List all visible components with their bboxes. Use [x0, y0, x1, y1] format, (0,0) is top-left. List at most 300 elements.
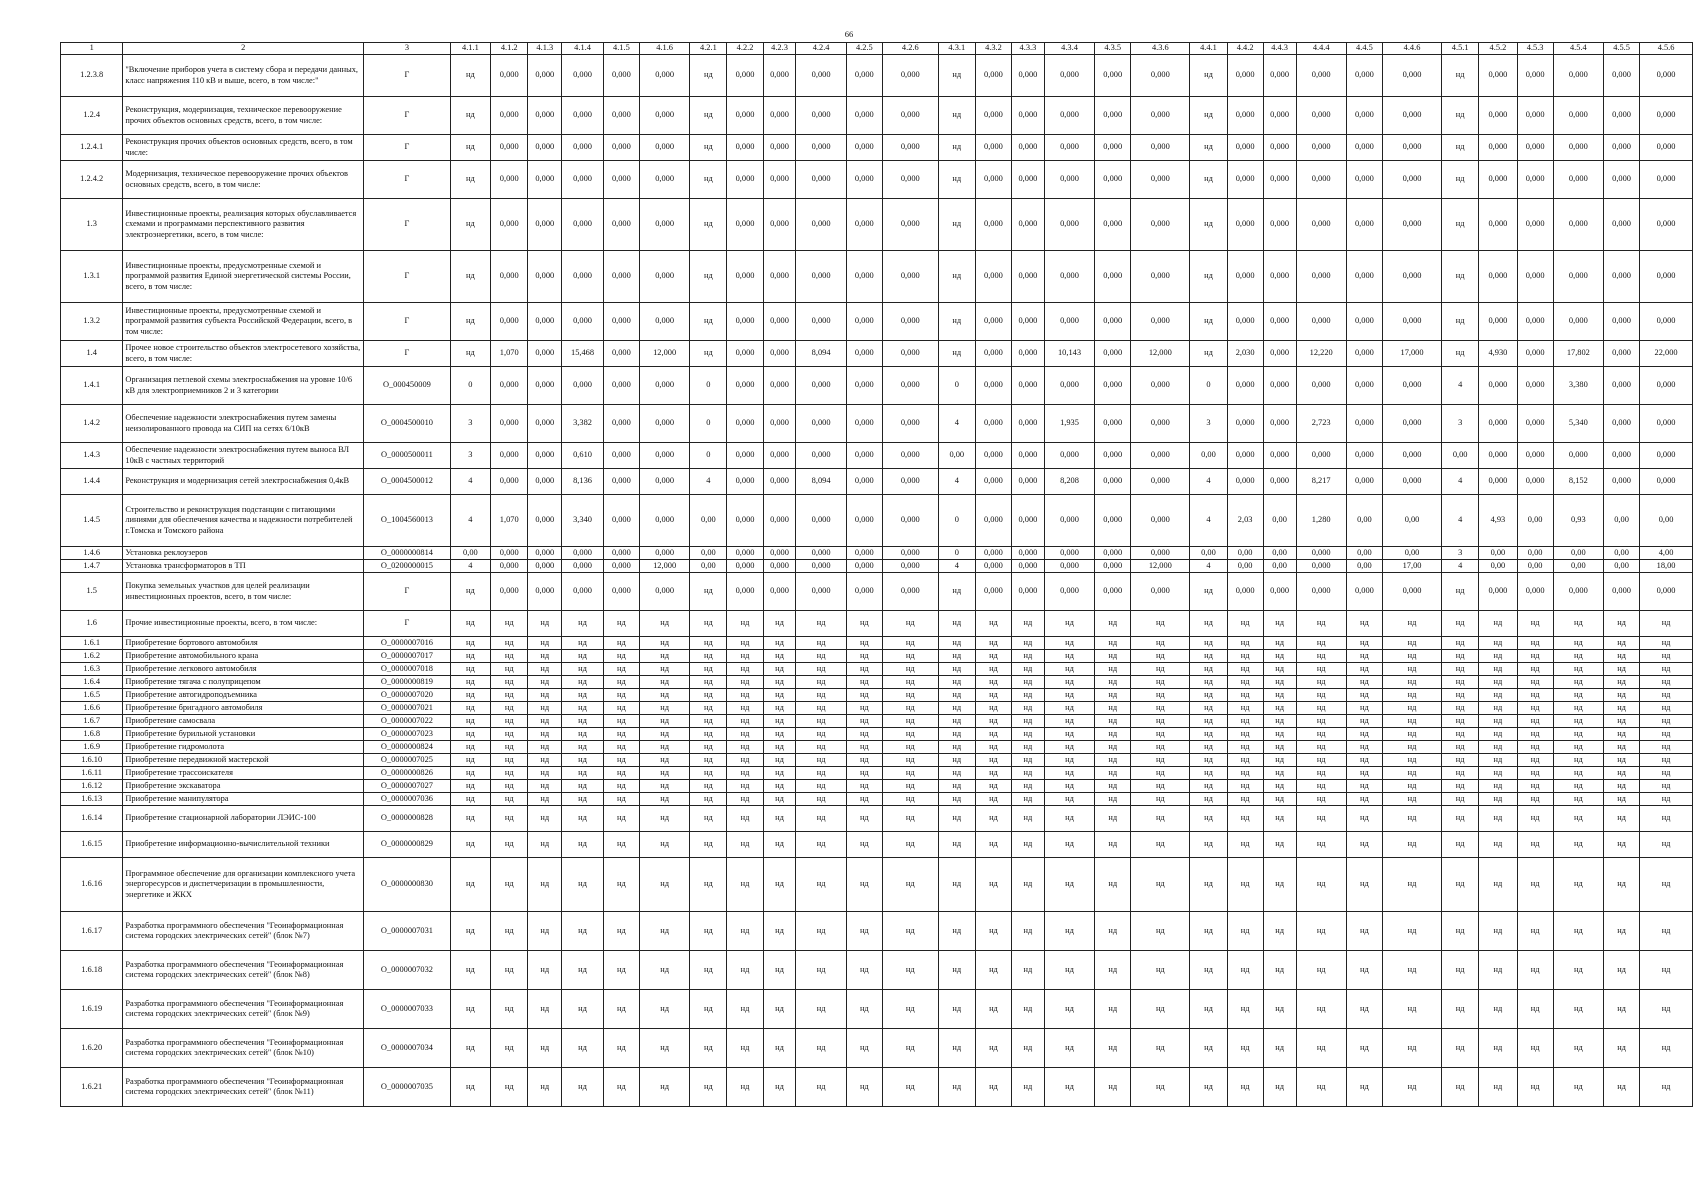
value-cell: 0,000 — [1640, 303, 1693, 341]
value-cell: 0,000 — [491, 135, 528, 161]
value-cell: 0,000 — [763, 97, 796, 135]
value-cell: нд — [1044, 1029, 1094, 1068]
value-cell: нд — [639, 780, 689, 793]
value-cell: нд — [639, 637, 689, 650]
table-row — [61, 689, 1693, 702]
value-cell: нд — [763, 990, 796, 1029]
value-cell: нд — [727, 754, 763, 767]
value-cell: нд — [1012, 676, 1045, 689]
value-cell: нд — [938, 832, 975, 858]
row-number-cell: 1.6.10 — [61, 754, 123, 767]
value-cell: нд — [1296, 754, 1346, 767]
value-cell: 0,00 — [1346, 547, 1382, 560]
value-cell: нд — [1640, 832, 1693, 858]
value-cell: 0 — [938, 547, 975, 560]
value-cell: нд — [796, 702, 846, 715]
value-cell: 0,000 — [562, 367, 604, 405]
value-cell: 0,000 — [1640, 251, 1693, 303]
value-cell: 0,000 — [1296, 443, 1346, 469]
value-cell: нд — [1263, 637, 1296, 650]
value-cell: 0,000 — [1479, 303, 1517, 341]
value-cell: нд — [1190, 1029, 1227, 1068]
table-row — [61, 199, 1693, 251]
value-cell: нд — [1382, 951, 1441, 990]
value-cell: нд — [938, 780, 975, 793]
header-cell: 4.1.2 — [491, 43, 528, 55]
header-cell: 4.3.2 — [975, 43, 1011, 55]
project-name-cell: Приобретение гидромолота — [123, 741, 364, 754]
value-cell: 4 — [1190, 560, 1227, 573]
value-cell: 0,000 — [1382, 405, 1441, 443]
value-cell: нд — [1604, 754, 1640, 767]
value-cell: нд — [562, 676, 604, 689]
value-cell: нд — [1553, 637, 1603, 650]
project-name-cell: Обеспечение надежности электроснабжения путем выноса ВЛ 10кВ с частных территорий — [123, 443, 364, 469]
value-cell: 0,000 — [796, 135, 846, 161]
project-name-cell: Строительство и реконструкция подстанции с питающими линиями для обеспечения качества и надежности потребителей г.Томска и Томского района — [123, 495, 364, 547]
value-cell: 0,000 — [1553, 199, 1603, 251]
value-cell: нд — [1190, 858, 1227, 912]
value-cell: нд — [1012, 637, 1045, 650]
value-cell: нд — [1640, 780, 1693, 793]
value-cell: 0,000 — [603, 97, 639, 135]
value-cell: 0,000 — [1382, 443, 1441, 469]
value-cell: нд — [882, 858, 938, 912]
value-cell: нд — [603, 912, 639, 951]
value-cell: нд — [1095, 689, 1131, 702]
value-cell: 0,000 — [1095, 495, 1131, 547]
value-cell: 0,000 — [763, 199, 796, 251]
value-cell: нд — [763, 858, 796, 912]
value-cell: 0,000 — [639, 469, 689, 495]
value-cell: нд — [1296, 676, 1346, 689]
value-cell: нд — [562, 611, 604, 637]
value-cell: 0,000 — [1382, 573, 1441, 611]
value-cell: нд — [450, 780, 490, 793]
value-cell: 0,000 — [1296, 573, 1346, 611]
value-cell: 0,000 — [1517, 199, 1553, 251]
value-cell: нд — [1012, 767, 1045, 780]
value-cell: 0,000 — [1227, 135, 1263, 161]
value-cell: нд — [1227, 663, 1263, 676]
value-cell: нд — [727, 858, 763, 912]
value-cell: нд — [1553, 611, 1603, 637]
project-id-cell: О_0000000824 — [364, 741, 450, 754]
value-cell: 0,000 — [1044, 443, 1094, 469]
value-cell: 0,000 — [1346, 161, 1382, 199]
value-cell: 0,000 — [1227, 199, 1263, 251]
value-cell: 0,000 — [1640, 367, 1693, 405]
value-cell: 0,000 — [562, 547, 604, 560]
value-cell: нд — [491, 689, 528, 702]
value-cell: 0,000 — [1346, 135, 1382, 161]
value-cell: 4,00 — [1640, 547, 1693, 560]
value-cell: нд — [1190, 806, 1227, 832]
value-cell: нд — [975, 951, 1011, 990]
value-cell: нд — [690, 715, 727, 728]
row-number-cell: 1.6.1 — [61, 637, 123, 650]
value-cell: нд — [603, 806, 639, 832]
value-cell: 0,000 — [1553, 573, 1603, 611]
value-cell: нд — [528, 702, 562, 715]
value-cell: 0,000 — [1131, 97, 1190, 135]
value-cell: 0,000 — [1479, 55, 1517, 97]
value-cell: нд — [846, 663, 882, 676]
value-cell: нд — [690, 97, 727, 135]
value-cell: нд — [1131, 689, 1190, 702]
value-cell: нд — [1479, 741, 1517, 754]
value-cell: нд — [1553, 951, 1603, 990]
project-name-cell: Инвестиционные проекты, реализация которых обуславливается схемами и программами перспективного развития электроэнергетики, всего, в том числе: — [123, 199, 364, 251]
project-id-cell: О_0000007025 — [364, 754, 450, 767]
value-cell: 0,000 — [1517, 469, 1553, 495]
value-cell: нд — [1131, 702, 1190, 715]
value-cell: нд — [1479, 689, 1517, 702]
value-cell: нд — [975, 1029, 1011, 1068]
value-cell: нд — [639, 650, 689, 663]
value-cell: 0,000 — [763, 469, 796, 495]
value-cell: нд — [1095, 990, 1131, 1029]
value-cell: 0,000 — [528, 97, 562, 135]
value-cell: нд — [975, 611, 1011, 637]
value-cell: 0,000 — [1044, 547, 1094, 560]
value-cell: нд — [1012, 702, 1045, 715]
value-cell: нд — [1346, 1068, 1382, 1107]
value-cell: 0,000 — [796, 161, 846, 199]
value-cell: 0,000 — [639, 303, 689, 341]
value-cell: 0,000 — [1044, 199, 1094, 251]
value-cell: нд — [1190, 341, 1227, 367]
value-cell: 1,070 — [491, 341, 528, 367]
value-cell: нд — [1479, 806, 1517, 832]
value-cell: 0,000 — [1517, 341, 1553, 367]
table-row — [61, 990, 1693, 1029]
project-id-cell: О_0000007023 — [364, 728, 450, 741]
value-cell: нд — [938, 767, 975, 780]
value-cell: 0,000 — [846, 97, 882, 135]
value-cell: 0,000 — [1517, 161, 1553, 199]
value-cell: 0,000 — [796, 97, 846, 135]
value-cell: нд — [1296, 832, 1346, 858]
value-cell: 0,000 — [639, 55, 689, 97]
project-name-cell: Приобретение экскаватора — [123, 780, 364, 793]
value-cell: 0,00 — [1227, 560, 1263, 573]
header-cell: 4.4.4 — [1296, 43, 1346, 55]
value-cell: нд — [1346, 990, 1382, 1029]
value-cell: 0,000 — [1263, 251, 1296, 303]
value-cell: 0,000 — [562, 199, 604, 251]
value-cell: нд — [727, 702, 763, 715]
value-cell: нд — [1442, 251, 1479, 303]
project-id-cell: О_0000007031 — [364, 912, 450, 951]
value-cell: 0,000 — [1553, 443, 1603, 469]
value-cell: 0,000 — [1382, 55, 1441, 97]
value-cell: 0,000 — [796, 303, 846, 341]
value-cell: 17,802 — [1553, 341, 1603, 367]
value-cell: нд — [1296, 741, 1346, 754]
project-id-cell: Г — [364, 97, 450, 135]
row-number-cell: 1.2.4.2 — [61, 161, 123, 199]
value-cell: 3 — [450, 405, 490, 443]
value-cell: нд — [690, 611, 727, 637]
value-cell: нд — [763, 912, 796, 951]
value-cell: 0,000 — [1044, 97, 1094, 135]
value-cell: 0,000 — [1604, 573, 1640, 611]
value-cell: нд — [846, 1029, 882, 1068]
value-cell: нд — [763, 741, 796, 754]
value-cell: нд — [1044, 806, 1094, 832]
value-cell: 1,935 — [1044, 405, 1094, 443]
value-cell: 0,000 — [882, 495, 938, 547]
value-cell: 0,000 — [1296, 547, 1346, 560]
value-cell: 0,000 — [562, 97, 604, 135]
value-cell: нд — [491, 650, 528, 663]
value-cell: нд — [690, 341, 727, 367]
value-cell: нд — [1131, 676, 1190, 689]
value-cell: нд — [938, 741, 975, 754]
value-cell: 0,000 — [1012, 135, 1045, 161]
value-cell: 0,000 — [639, 547, 689, 560]
value-cell: нд — [1227, 715, 1263, 728]
value-cell: нд — [1382, 780, 1441, 793]
value-cell: нд — [1553, 858, 1603, 912]
value-cell: нд — [727, 832, 763, 858]
value-cell: нд — [562, 858, 604, 912]
value-cell: 0,000 — [975, 303, 1011, 341]
value-cell: нд — [491, 754, 528, 767]
value-cell: нд — [1095, 780, 1131, 793]
value-cell: 0,000 — [1131, 135, 1190, 161]
value-cell: нд — [1263, 741, 1296, 754]
value-cell: нд — [690, 754, 727, 767]
value-cell: нд — [938, 573, 975, 611]
value-cell: 0,000 — [1263, 341, 1296, 367]
header-cell: 4.5.5 — [1604, 43, 1640, 55]
value-cell: нд — [727, 951, 763, 990]
value-cell: нд — [690, 161, 727, 199]
value-cell: нд — [491, 728, 528, 741]
value-cell: нд — [1044, 689, 1094, 702]
value-cell: нд — [528, 676, 562, 689]
value-cell: 0,000 — [1296, 199, 1346, 251]
value-cell: нд — [1296, 951, 1346, 990]
value-cell: нд — [603, 951, 639, 990]
value-cell: 0,000 — [1479, 161, 1517, 199]
value-cell: нд — [1346, 780, 1382, 793]
value-cell: нд — [975, 912, 1011, 951]
value-cell: нд — [603, 1068, 639, 1107]
row-number-cell: 1.6.15 — [61, 832, 123, 858]
value-cell: нд — [1640, 793, 1693, 806]
value-cell: нд — [938, 676, 975, 689]
value-cell: нд — [1442, 951, 1479, 990]
project-id-cell: О_0000000829 — [364, 832, 450, 858]
value-cell: нд — [727, 1068, 763, 1107]
value-cell: нд — [1190, 1068, 1227, 1107]
row-number-cell: 1.6.9 — [61, 741, 123, 754]
value-cell: нд — [1479, 715, 1517, 728]
row-number-cell: 1.3 — [61, 199, 123, 251]
value-cell: 0,000 — [1131, 367, 1190, 405]
value-cell: нд — [882, 754, 938, 767]
value-cell: 0,000 — [1012, 547, 1045, 560]
value-cell: 0,000 — [491, 303, 528, 341]
value-cell: нд — [975, 990, 1011, 1029]
value-cell: нд — [1346, 702, 1382, 715]
project-id-cell: Г — [364, 251, 450, 303]
value-cell: нд — [1095, 951, 1131, 990]
value-cell: 0,000 — [1604, 161, 1640, 199]
row-number-cell: 1.6.8 — [61, 728, 123, 741]
project-name-cell: Программное обеспечение для организации комплексного учета энергоресурсов и диспетчеризации в промышленности, энергетике и ЖКХ — [123, 858, 364, 912]
value-cell: 0,000 — [727, 367, 763, 405]
value-cell: нд — [528, 858, 562, 912]
value-cell: 0,000 — [727, 303, 763, 341]
row-number-cell: 1.4.1 — [61, 367, 123, 405]
value-cell: 0,000 — [1131, 495, 1190, 547]
value-cell: нд — [1012, 715, 1045, 728]
value-cell: 0,000 — [882, 251, 938, 303]
value-cell: 0,000 — [1382, 135, 1441, 161]
value-cell: нд — [562, 767, 604, 780]
value-cell: нд — [491, 951, 528, 990]
header-cell: 4.2.2 — [727, 43, 763, 55]
value-cell: нд — [763, 780, 796, 793]
value-cell: 0,000 — [763, 573, 796, 611]
value-cell: 0,000 — [763, 251, 796, 303]
value-cell: нд — [1553, 832, 1603, 858]
value-cell: нд — [1346, 650, 1382, 663]
value-cell: нд — [1517, 858, 1553, 912]
project-name-cell: Приобретение бригадного автомобиля — [123, 702, 364, 715]
value-cell: нд — [450, 97, 490, 135]
value-cell: 0,000 — [1131, 303, 1190, 341]
value-cell: нд — [1131, 832, 1190, 858]
value-cell: 0,000 — [1095, 251, 1131, 303]
value-cell: 0,000 — [763, 135, 796, 161]
value-cell: 0,00 — [1553, 547, 1603, 560]
value-cell: нд — [1479, 1068, 1517, 1107]
value-cell: нд — [1346, 858, 1382, 912]
value-cell: 0,000 — [1346, 469, 1382, 495]
project-id-cell: Г — [364, 199, 450, 251]
value-cell: нд — [1553, 741, 1603, 754]
value-cell: нд — [1640, 637, 1693, 650]
value-cell: 0,000 — [1296, 251, 1346, 303]
value-cell: нд — [1517, 754, 1553, 767]
value-cell: 0,000 — [1263, 469, 1296, 495]
value-cell: нд — [1640, 1029, 1693, 1068]
value-cell: нд — [1442, 1029, 1479, 1068]
table-row — [61, 251, 1693, 303]
value-cell: нд — [562, 715, 604, 728]
project-id-cell: О_0000007036 — [364, 793, 450, 806]
value-cell: нд — [450, 754, 490, 767]
value-cell: 0,000 — [1012, 97, 1045, 135]
value-cell: 0,000 — [603, 405, 639, 443]
value-cell: нд — [727, 1029, 763, 1068]
project-name-cell: Приобретение самосвала — [123, 715, 364, 728]
value-cell: 0,000 — [491, 97, 528, 135]
value-cell: нд — [1346, 912, 1382, 951]
value-cell: 0,000 — [562, 560, 604, 573]
value-cell: нд — [1442, 573, 1479, 611]
value-cell: 0,000 — [1382, 367, 1441, 405]
value-cell: нд — [1479, 1029, 1517, 1068]
value-cell: 0,000 — [1604, 443, 1640, 469]
value-cell: 4 — [938, 560, 975, 573]
value-cell: 0,000 — [1479, 367, 1517, 405]
value-cell: нд — [603, 663, 639, 676]
value-cell: 0,000 — [562, 135, 604, 161]
value-cell: нд — [1382, 611, 1441, 637]
value-cell: 0,000 — [1095, 55, 1131, 97]
value-cell: нд — [938, 637, 975, 650]
project-name-cell: Разработка программного обеспечения "Геоинформационная система городских электрических сетей" (блок №9) — [123, 990, 364, 1029]
value-cell: нд — [1517, 990, 1553, 1029]
value-cell: нд — [1227, 990, 1263, 1029]
value-cell: 0,000 — [1346, 367, 1382, 405]
value-cell: 0,000 — [1517, 303, 1553, 341]
value-cell: нд — [450, 676, 490, 689]
value-cell: 0,000 — [1517, 135, 1553, 161]
value-cell: 12,000 — [639, 560, 689, 573]
value-cell: нд — [1296, 663, 1346, 676]
value-cell: нд — [882, 702, 938, 715]
value-cell: нд — [603, 754, 639, 767]
value-cell: 0,000 — [975, 469, 1011, 495]
value-cell: нд — [491, 741, 528, 754]
value-cell: нд — [690, 689, 727, 702]
value-cell: нд — [690, 741, 727, 754]
value-cell: 0,000 — [1227, 161, 1263, 199]
project-name-cell: Разработка программного обеспечения "Геоинформационная система городских электрических сетей" (блок №11) — [123, 1068, 364, 1107]
value-cell: нд — [1227, 650, 1263, 663]
value-cell: нд — [846, 990, 882, 1029]
value-cell: 0,000 — [1012, 495, 1045, 547]
table-row — [61, 754, 1693, 767]
value-cell: 0,000 — [528, 341, 562, 367]
value-cell: 0,00 — [690, 495, 727, 547]
value-cell: нд — [450, 573, 490, 611]
value-cell: нд — [450, 990, 490, 1029]
value-cell: 0,00 — [1604, 547, 1640, 560]
value-cell: 0,000 — [1044, 135, 1094, 161]
value-cell: 0,000 — [1640, 443, 1693, 469]
value-cell: 0,000 — [727, 341, 763, 367]
value-cell: 0,000 — [1263, 573, 1296, 611]
value-cell: 0,000 — [603, 341, 639, 367]
value-cell: нд — [562, 951, 604, 990]
value-cell: 0,000 — [639, 199, 689, 251]
value-cell: 0,000 — [1227, 405, 1263, 443]
value-cell: 0,000 — [975, 495, 1011, 547]
value-cell: нд — [1442, 303, 1479, 341]
value-cell: нд — [1190, 728, 1227, 741]
value-cell: нд — [603, 767, 639, 780]
value-cell: нд — [690, 728, 727, 741]
value-cell: 0,000 — [796, 405, 846, 443]
project-id-cell: Г — [364, 303, 450, 341]
value-cell: нд — [1382, 832, 1441, 858]
value-cell: нд — [1044, 637, 1094, 650]
value-cell: нд — [1517, 793, 1553, 806]
value-cell: нд — [796, 637, 846, 650]
value-cell: нд — [639, 767, 689, 780]
value-cell: нд — [796, 715, 846, 728]
value-cell: нд — [846, 741, 882, 754]
value-cell: нд — [796, 780, 846, 793]
